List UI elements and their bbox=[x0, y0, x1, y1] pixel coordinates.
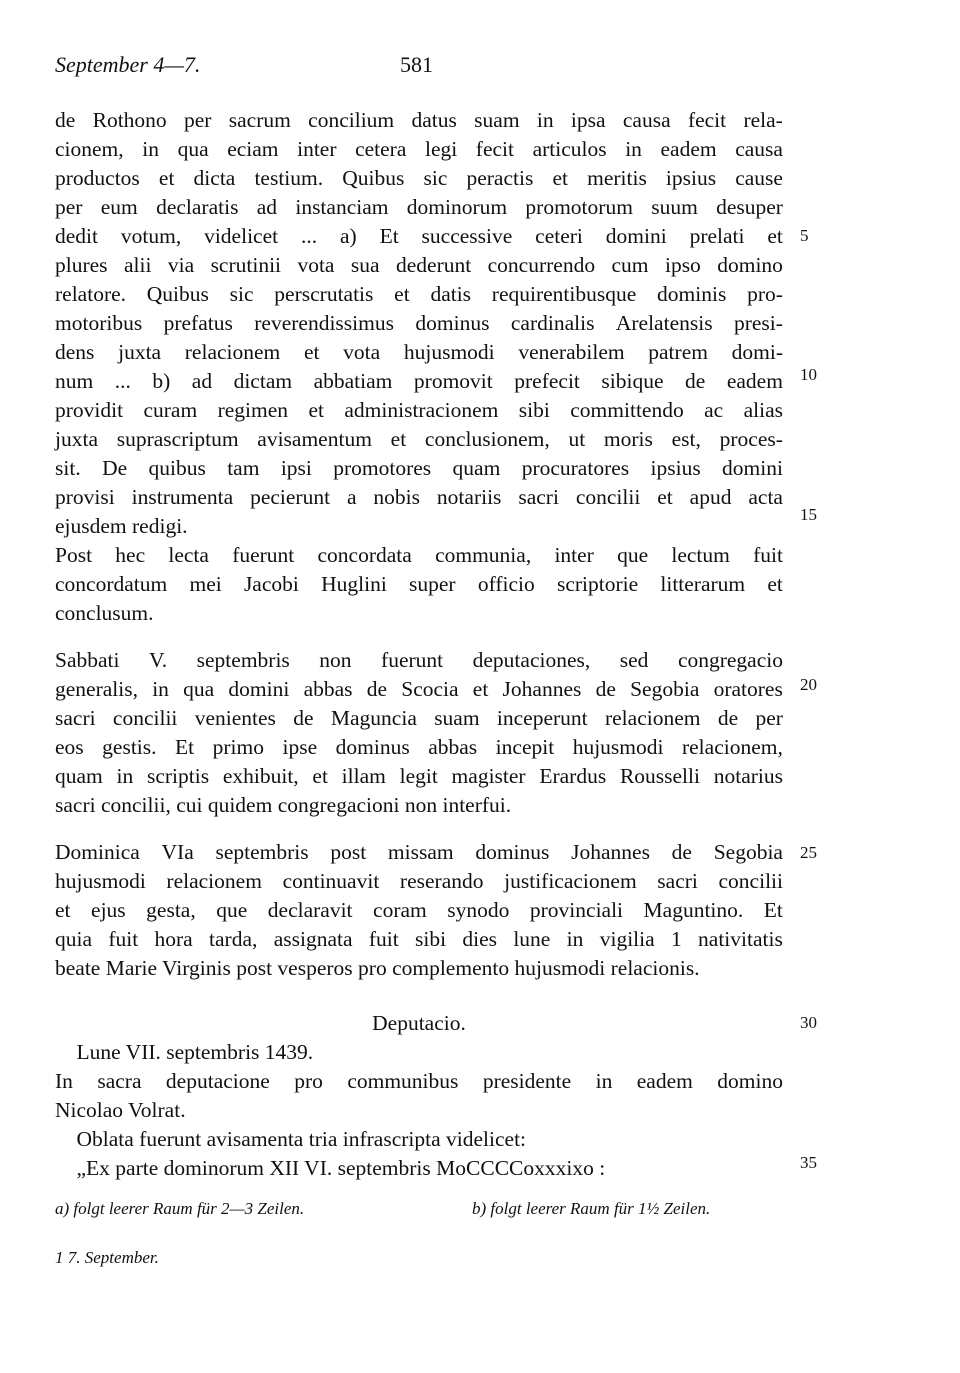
text-line: In sacra deputacione pro communibus presidente in eadem domino bbox=[55, 1069, 783, 1093]
text-line: per eum declaratis ad instanciam dominorum promotorum suum desuper bbox=[55, 195, 783, 219]
footnote-1: 1 7. September. bbox=[55, 1248, 159, 1267]
text-line: „Ex parte dominorum XII VI. septembris MoCCCCoxxxixo : bbox=[55, 1156, 606, 1180]
text-line: providit curam regimen et administracionem sibi committendo ac alias bbox=[55, 398, 783, 422]
text-line: Sabbati V. septembris non fuerunt deputaciones, sed congregacio bbox=[55, 648, 783, 672]
text-line: quam in scriptis exhibuit, et illam legit magister Erardus Rousselli notarius bbox=[55, 764, 783, 788]
text-line: Oblata fuerunt avisamenta tria infrascripta videlicet: bbox=[55, 1127, 527, 1151]
text-line: de Rothono per sacrum concilium datus suam in ipsa causa fecit rela- bbox=[55, 108, 783, 132]
text-line: concordatum mei Jacobi Huglini super officio scriptorie litterarum et bbox=[55, 572, 783, 596]
text-line: sacri concilii venientes de Maguncia suam inceperunt relacionem de per bbox=[55, 706, 783, 730]
text-line: generalis, in qua domini abbas de Scocia et Johannes de Segobia oratores bbox=[55, 677, 783, 701]
footnote-a: a) folgt leerer Raum für 2—3 Zeilen. bbox=[55, 1199, 305, 1218]
text-line: Lune VII. septembris 1439. bbox=[55, 1040, 314, 1064]
text-line: plures alii via scrutinii vota sua dederunt concurrendo cum ipso domino bbox=[55, 253, 783, 277]
text-line: beate Marie Virginis post vesperos pro complemento hujusmodi relacionis. bbox=[55, 956, 700, 980]
text-line: dedit votum, videlicet ... a) Et successive ceteri domini prelati et bbox=[55, 224, 783, 248]
text-line: et ejus gesta, que declaravit coram synodo provinciali Maguntino. Et bbox=[55, 898, 783, 922]
line-number: 5 bbox=[800, 226, 809, 245]
footnote-b: b) folgt leerer Raum für 1½ Zeilen. bbox=[472, 1199, 711, 1218]
text-line: sit. De quibus tam ipsi promotores quam procuratores ipsius domini bbox=[55, 456, 783, 480]
line-number: 20 bbox=[800, 675, 817, 694]
text-line: dens juxta relacionem et vota hujusmodi venerabilem patrem domi- bbox=[55, 340, 783, 364]
line-number: 10 bbox=[800, 365, 817, 384]
text-line: Post hec lecta fuerunt concordata communia, inter que lectum fuit bbox=[55, 543, 783, 567]
text-line: Nicolao Volrat. bbox=[55, 1098, 186, 1122]
text-line: productos et dicta testium. Quibus sic peractis et meritis ipsius cause bbox=[55, 166, 783, 190]
line-number: 15 bbox=[800, 505, 817, 524]
text-line: ejusdem redigi. bbox=[55, 514, 188, 538]
text-line: provisi instrumenta pecierunt a nobis notariis sacri concilii et apud acta bbox=[55, 485, 783, 509]
text-line: num ... b) ad dictam abbatiam promovit prefecit sibique de eadem bbox=[55, 369, 783, 393]
running-head: September 4—7. bbox=[55, 52, 201, 77]
text-line: Dominica VIa septembris post missam dominus Johannes de Segobia bbox=[55, 840, 783, 864]
text-line: quia fuit hora tarda, assignata fuit sibi dies lune in vigilia 1 nativitatis bbox=[55, 927, 783, 951]
text-line: conclusum. bbox=[55, 601, 154, 625]
text-line: sacri concilii, cui quidem congregacioni non interfui. bbox=[55, 793, 512, 817]
text-line: juxta suprascriptum avisamentum et conclusionem, ut moris est, proces- bbox=[55, 427, 783, 451]
text-line: Deputacio. bbox=[372, 1011, 466, 1035]
text-line: motoribus prefatus reverendissimus dominus cardinalis Arelatensis presi- bbox=[55, 311, 783, 335]
line-number: 35 bbox=[800, 1153, 817, 1172]
page-number: 581 bbox=[400, 52, 433, 77]
text-line: relatore. Quibus sic perscrutatis et datis requirentibusque dominis pro- bbox=[55, 282, 783, 306]
text-line: eos gestis. Et primo ipse dominus abbas incepit hujusmodi relacionem, bbox=[55, 735, 783, 759]
text-line: hujusmodi relacionem continuavit reserando justificacionem sacri concilii bbox=[55, 869, 783, 893]
line-number: 25 bbox=[800, 843, 817, 862]
text-line: cionem, in qua eciam inter cetera legi fecit articulos in eadem causa bbox=[55, 137, 783, 161]
page-header bbox=[55, 52, 785, 84]
line-number: 30 bbox=[800, 1013, 817, 1032]
